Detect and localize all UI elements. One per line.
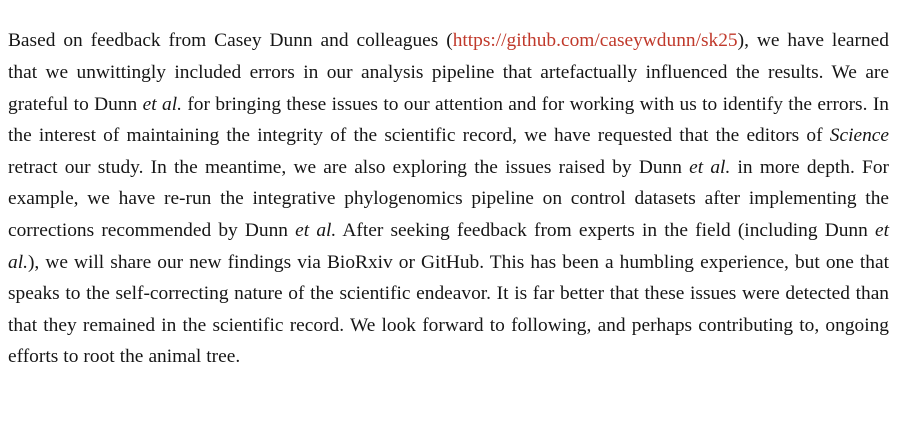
paragraph-text: ), we have learned that we unwittingly included errors in our analysis pipeline that artefactually influenced the results. We are grateful to Dunn <box>8 30 889 115</box>
paragraph-text: for bringing these issues to our attention and for working with us to identify the errors. In the interest of maintaining the integrity of the scientific record, we have requested that the editors of <box>8 93 889 147</box>
paragraph-text: retract our study. In the meantime, we are also exploring the issues raised by Dunn <box>8 156 690 178</box>
paragraph-text: in more depth. For example, we have re-run the integrative phylogenomics pipeline on control datasets after implementing the corrections recommended by Dunn <box>8 156 889 241</box>
emphasis-text: et al. <box>689 156 731 178</box>
emphasis-text: et al. <box>142 93 182 115</box>
github-repo-link[interactable]: https://github.com/caseywdunn/sk25 <box>452 30 738 52</box>
paragraph-text: ), we will share our new findings via BioRxiv or GitHub. This has been a humbling experience, but one that speaks to the self-correcting nature of the scientific endeavor. It is far better that these issues were detected than that they remained in the scientific record. We look forward to following, and perhaps contributing to, ongoing efforts to root the animal tree. <box>8 251 889 368</box>
paragraph-text: Based on feedback from Casey Dunn and colleagues ( <box>8 30 453 52</box>
paragraph-text: After seeking feedback from experts in the field (including Dunn <box>336 219 875 241</box>
statement-paragraph <box>8 25 889 373</box>
emphasis-text: Science <box>829 125 889 147</box>
emphasis-text: et al. <box>8 219 889 273</box>
emphasis-text: et al. <box>295 219 337 241</box>
